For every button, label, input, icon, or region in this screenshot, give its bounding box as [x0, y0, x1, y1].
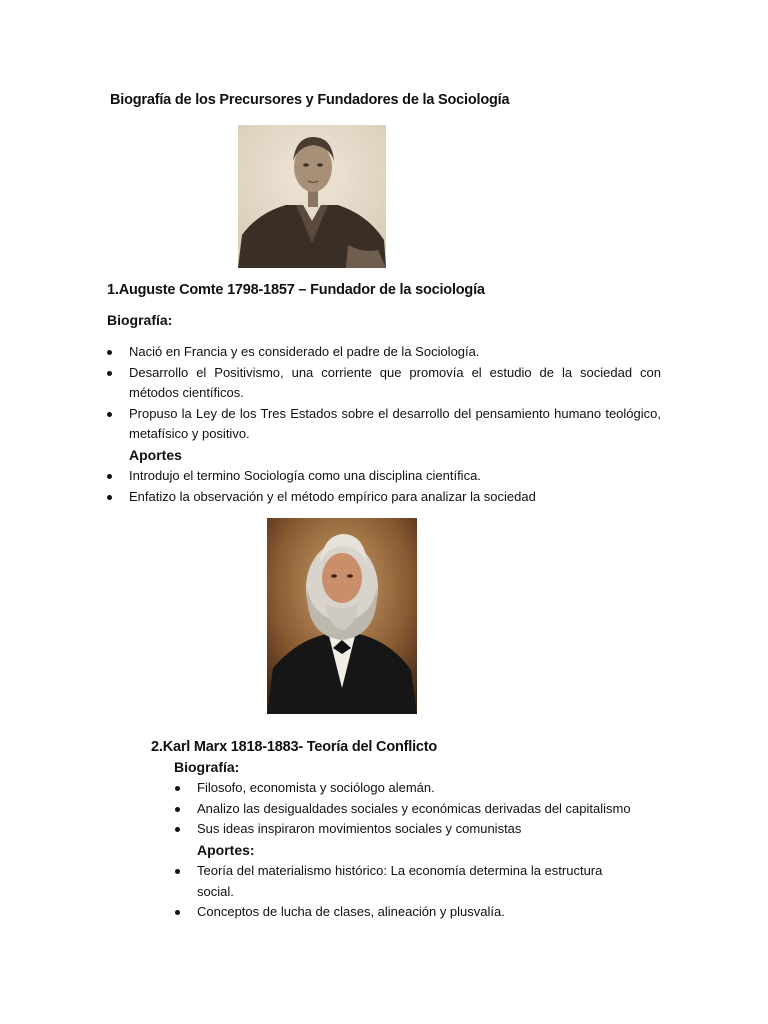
list-item: Desarrollo el Positivismo, una corriente que promovía el estudio de la sociedad con métodos científicos. [107, 363, 661, 404]
bullet-icon [175, 869, 180, 874]
list-item: Analizo las desigualdades sociales y económicas derivadas del capitalismo [174, 799, 644, 820]
portrait-photo-marx [267, 518, 417, 714]
list-item: Sus ideas inspiraron movimientos sociales y comunistas [174, 819, 644, 840]
document-title: Biografía de los Precursores y Fundadores de la Sociología [110, 92, 510, 108]
list-item: Introdujo el termino Sociología como una disciplina científica. [107, 466, 661, 487]
section-heading-comte: 1.Auguste Comte 1798-1857 – Fundador de la sociología [107, 282, 485, 298]
aportes-label-comte: Aportes [129, 446, 182, 463]
bullet-icon [175, 807, 180, 812]
list-comte [107, 342, 661, 507]
section-heading-marx: 2.Karl Marx 1818-1883- Teoría del Conflicto [151, 739, 438, 755]
list-item: Teoría del materialismo histórico: La economía determina la estructura social. [174, 861, 637, 902]
biografia-label-marx: Biografía: [174, 759, 240, 775]
biografia-label-comte: Biografía: [107, 312, 173, 328]
bullet-icon [175, 827, 180, 832]
aportes-label-marx: Aportes: [197, 841, 255, 858]
list-marx [174, 778, 644, 923]
list-item: Propuso la Ley de los Tres Estados sobre el desarrollo del pensamiento humano teológico, metafísico y positivo. [107, 404, 661, 445]
list-item: Filosofo, economista y sociólogo alemán. [174, 778, 644, 799]
list-item: Enfatizo la observación y el método empírico para analizar la sociedad [107, 487, 661, 508]
bullet-icon [175, 786, 180, 791]
list-item: Conceptos de lucha de clases, alineación y plusvalía. [174, 902, 644, 923]
list-item: Nació en Francia y es considerado el padre de la Sociología. [107, 342, 661, 363]
bullet-icon [107, 412, 112, 417]
bullet-icon [175, 910, 180, 915]
bullet-icon [107, 350, 112, 355]
bullet-icon [107, 474, 112, 479]
portrait-photo-comte [238, 125, 386, 268]
bullet-icon [107, 371, 112, 376]
bullet-icon [107, 495, 112, 500]
